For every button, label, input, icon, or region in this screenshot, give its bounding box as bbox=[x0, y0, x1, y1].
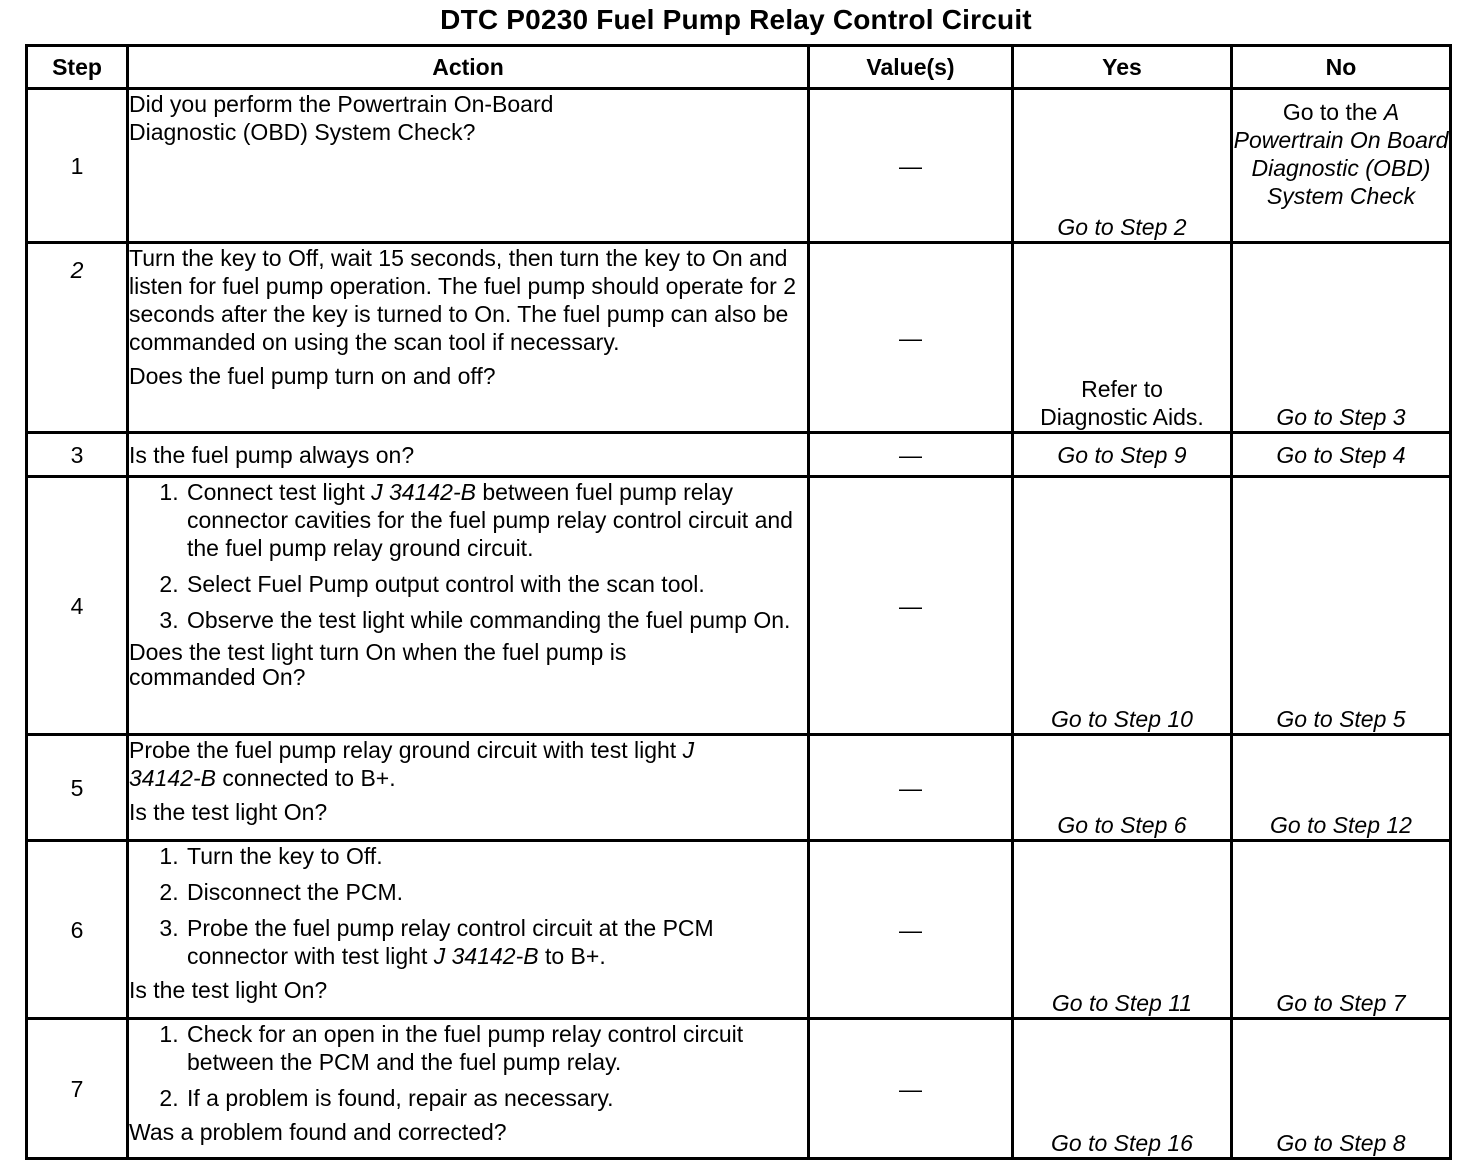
header-yes: Yes bbox=[1013, 46, 1232, 89]
table-row bbox=[27, 735, 1451, 841]
no-cell: Go to Step 3 bbox=[1232, 243, 1451, 433]
yes-cell: Go to Step 9 bbox=[1013, 433, 1232, 477]
yes-cell: Go to Step 10 bbox=[1013, 477, 1232, 735]
action-cell bbox=[128, 433, 809, 477]
step-number: 5 bbox=[27, 735, 128, 841]
list-item: 1. Check for an open in the fuel pump relay control circuit between the PCM and the fuel pump relay. bbox=[185, 1020, 807, 1076]
action-question: Was a problem found and corrected? bbox=[129, 1119, 507, 1145]
value-cell: — bbox=[809, 243, 1013, 433]
list-item: 1. Turn the key to Off. bbox=[185, 842, 807, 870]
action-cell bbox=[128, 735, 809, 841]
table-row bbox=[27, 477, 1451, 735]
step-number: 3 bbox=[27, 433, 128, 477]
action-text: Is the fuel pump always on? bbox=[129, 441, 415, 468]
value-cell: — bbox=[809, 1019, 1013, 1159]
yes-cell: Go to Step 6 bbox=[1013, 735, 1232, 841]
no-cell: Go to Step 12 bbox=[1232, 735, 1451, 841]
table-header-row bbox=[27, 46, 1451, 89]
header-step: Step bbox=[27, 46, 128, 89]
yes-cell: Go to Step 11 bbox=[1013, 841, 1232, 1019]
no-reference: A Powertrain On Board Diagnostic (OBD) System Check bbox=[1233, 99, 1449, 209]
action-question: Is the test light On? bbox=[129, 977, 328, 1003]
action-steps bbox=[129, 842, 807, 970]
action-text: Did you perform the Powertrain On-Board Diagnostic (OBD) System Check? bbox=[129, 91, 554, 145]
step-number: 1 bbox=[27, 89, 128, 243]
value-cell: — bbox=[809, 841, 1013, 1019]
no-prefix: Go to the bbox=[1282, 99, 1384, 125]
list-item: 2. Disconnect the PCM. bbox=[185, 878, 807, 906]
no-cell: Go to Step 8 bbox=[1232, 1019, 1451, 1159]
action-steps bbox=[129, 478, 807, 634]
action-question: Does the fuel pump turn on and off? bbox=[129, 363, 496, 389]
action-cell bbox=[128, 841, 809, 1019]
no-cell: Go to Step 4 bbox=[1232, 433, 1451, 477]
action-cell bbox=[128, 477, 809, 735]
diagnostic-table bbox=[25, 44, 1452, 1160]
table-row bbox=[27, 243, 1451, 433]
yes-cell: Go to Step 16 bbox=[1013, 1019, 1232, 1159]
action-cell bbox=[128, 243, 809, 433]
value-cell: — bbox=[809, 477, 1013, 735]
action-question: Is the test light On? bbox=[129, 799, 328, 825]
action-text: Turn the key to Off, wait 15 seconds, then turn the key to On and listen for fuel pump operation. The fuel pump should operate for 2 seconds after the key is turned to On. The fuel pump can also be commanded on using the scan tool if necessary. bbox=[129, 245, 796, 355]
table-row bbox=[27, 89, 1451, 243]
action-steps bbox=[129, 1020, 807, 1112]
table-row bbox=[27, 1019, 1451, 1159]
header-action: Action bbox=[128, 46, 809, 89]
list-item: 1. Connect test light J 34142-B between fuel pump relay connector cavities for the fuel pump relay control circuit and the fuel pump relay ground circuit. bbox=[185, 478, 807, 562]
action-cell bbox=[128, 89, 809, 243]
tool-reference: J 34142-B bbox=[371, 479, 476, 505]
table-row bbox=[27, 433, 1451, 477]
step-number: 2 bbox=[27, 243, 128, 433]
value-cell: — bbox=[809, 433, 1013, 477]
yes-cell bbox=[1013, 243, 1232, 433]
step-number: 7 bbox=[27, 1019, 128, 1159]
no-cell: Go to Step 7 bbox=[1232, 841, 1451, 1019]
list-item: 2. Select Fuel Pump output control with the scan tool. bbox=[185, 570, 807, 598]
list-item: 2. If a problem is found, repair as necessary. bbox=[185, 1084, 807, 1112]
yes-reference: Refer to Diagnostic Aids. bbox=[1040, 376, 1204, 430]
action-question: Does the test light turn On when the fuel pump is commanded On? bbox=[129, 639, 627, 690]
action-text: Probe the fuel pump relay ground circuit with test light J 34142-B connected to B+. bbox=[129, 737, 695, 791]
step-number: 4 bbox=[27, 477, 128, 735]
no-cell: Go to Step 5 bbox=[1232, 477, 1451, 735]
tool-reference: J 34142-B bbox=[129, 737, 695, 791]
yes-cell: Go to Step 2 bbox=[1013, 89, 1232, 243]
header-no: No bbox=[1232, 46, 1451, 89]
action-cell bbox=[128, 1019, 809, 1159]
step-number: 6 bbox=[27, 841, 128, 1019]
no-cell bbox=[1232, 89, 1451, 243]
header-values: Value(s) bbox=[809, 46, 1013, 89]
tool-reference: J 34142-B bbox=[433, 943, 539, 969]
value-cell: — bbox=[809, 735, 1013, 841]
table-row bbox=[27, 841, 1451, 1019]
list-item: 3. Observe the test light while commanding the fuel pump On. bbox=[185, 606, 807, 634]
list-item: 3. Probe the fuel pump relay control circuit at the PCM connector with test light J 34142-B to B+. bbox=[185, 914, 807, 970]
page-title: DTC P0230 Fuel Pump Relay Control Circuit bbox=[440, 4, 1032, 35]
value-cell: — bbox=[809, 89, 1013, 243]
